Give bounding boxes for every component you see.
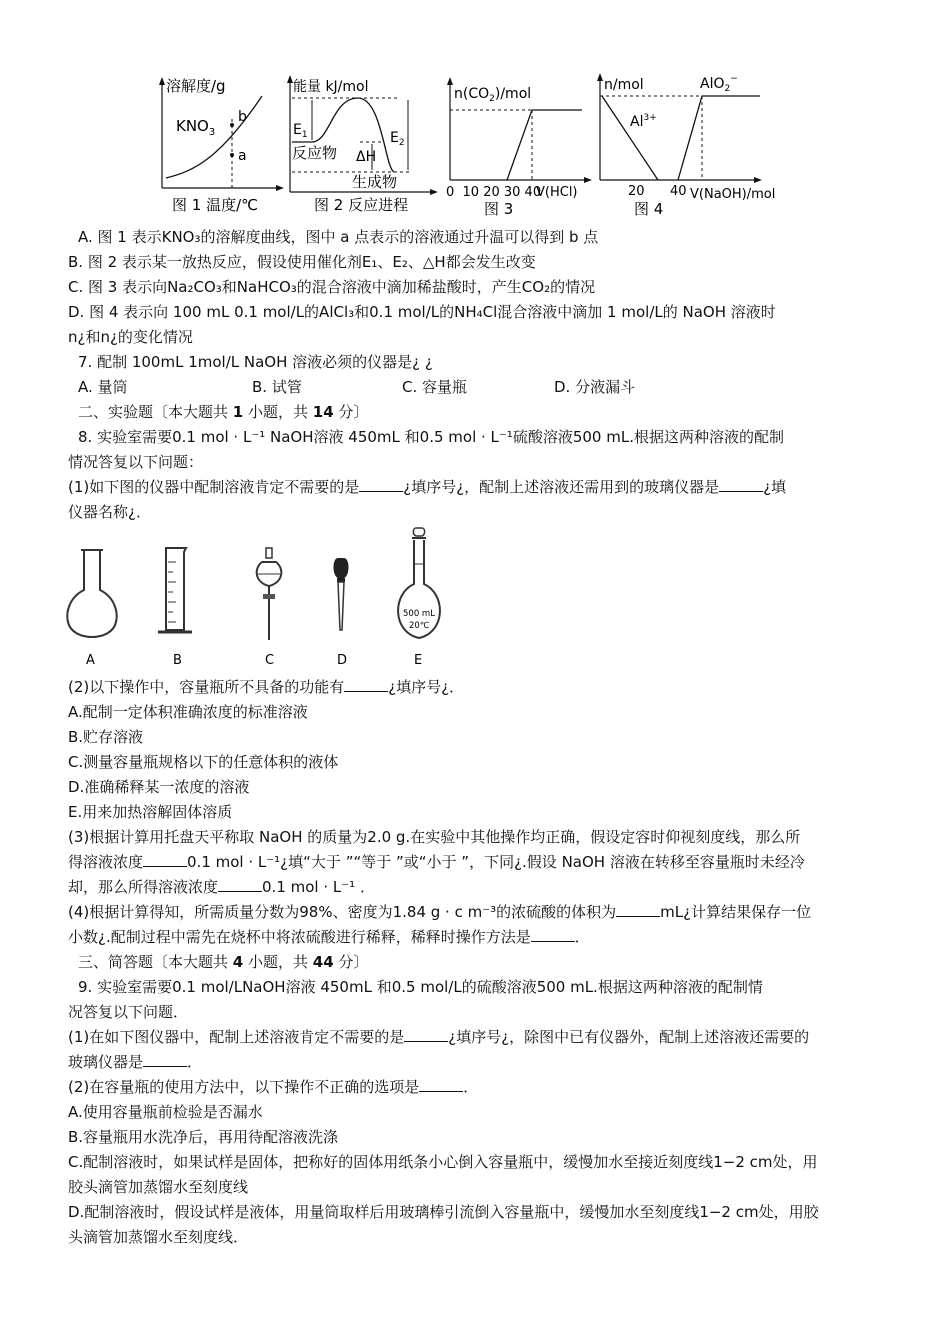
figure-4 [597, 73, 775, 218]
q8-option-c: C.测量容量瓶规格以下的任意体积的液体 [68, 753, 339, 771]
fig4-t40: 40 [670, 184, 687, 199]
q8-part3-cont: 得溶液浓度 0.1 mol · L⁻¹¿填“大于 ”“等于 ”或“小于 ”，下同¿.假设 NaOH 溶液在转移至容量瓶时未经冷 [68, 853, 805, 871]
fig2-dh: ΔH [356, 149, 377, 165]
flask-temp: 20℃ [409, 621, 430, 631]
volumetric-flask-icon [398, 528, 440, 638]
q7-stem: 7. 配制 100mL 1mol/L NaOH 溶液必须的仪器是¿ ¿ [78, 353, 433, 371]
flask-label: 500 mL [403, 609, 435, 619]
fig1-ylabel: 溶解度/g [166, 77, 226, 95]
q8-part4-cont: 小数¿.配制过程中需先在烧杯中将浓硫酸进行稀释，稀释时操作方法是 ． [68, 928, 590, 946]
q8-option-a: A.配制一定体积准确浓度的标准溶液 [68, 703, 308, 721]
q7-option-c: C. 容量瓶 [402, 378, 468, 396]
fig3-ylabel: n(CO [454, 86, 490, 102]
q9-option-c-cont: 胶头滴管加蒸馏水至刻度线 [68, 1178, 249, 1196]
fig4-ylabel: n/mol [604, 77, 644, 93]
q6-option-b: B. 图 2 表示某一放热反应，假设使用催化剂E₁、E₂、△H都会发生改变 [68, 253, 536, 271]
fig4-t20: 20 [628, 184, 645, 199]
q8-option-e: E.用来加热溶解固体溶质 [68, 803, 233, 821]
fig1-pa: a [238, 148, 247, 164]
chart-figures [150, 68, 800, 220]
graduated-cylinder-icon [158, 548, 192, 632]
fig4-al: Al [630, 114, 644, 130]
q8-stem: 8. 实验室需要0.1 mol · L⁻¹ NaOH溶液 450mL 和0.5 mol · L⁻¹硫酸溶液500 mL.根据这两种溶液的配制 [78, 428, 784, 446]
fig3-xlabel: V(HCl) [536, 185, 578, 200]
q8-part4: (4)根据计算得知，所需质量分数为98%、密度为1.84 g · c m⁻³的浓硫酸的体积为 mL¿计算结果保存一位 [68, 903, 812, 921]
fig3-ticks: 0 10 20 30 40 [446, 185, 542, 200]
q9-stem-cont: 况答复以下问题． [68, 1003, 189, 1021]
dropper-icon [334, 558, 349, 630]
separatory-funnel-icon [257, 548, 282, 640]
svg-text:n(CO2)/mol: $n(CO_2)$/mol [454, 86, 532, 104]
fig2-caption: 图 2 反应进程 [314, 196, 409, 214]
svg-text:Al3+: $Al^{3+}$ [630, 113, 657, 130]
label-e: E [414, 653, 423, 668]
q9-stem: 9. 实验室需要0.1 mol/LNaOH溶液 450mL 和0.5 mol/L的硫酸溶液500 mL.根据这两种溶液的配制情 [78, 978, 763, 996]
q7-option-d: D. 分液漏斗 [554, 378, 636, 396]
figure-1 [159, 77, 284, 214]
fig4-xlabel: V(NaOH)/mol [690, 187, 776, 202]
fig2-prod: 生成物 [352, 173, 398, 191]
q9-part1: (1)在如下图仪器中，配制上述溶液肯定不需要的是 ¿填序号¿，除图中已有仪器外，配制上述溶液还需要的 [68, 1028, 810, 1046]
q8-part1-cont: 仪器名称¿． [68, 503, 151, 521]
q8-part2: (2)以下操作中，容量瓶所不具备的功能有 ¿填序号¿． [68, 678, 465, 696]
label-a: A [86, 653, 95, 668]
figure-2 [287, 75, 438, 214]
fig4-caption: 图 4 [634, 200, 664, 218]
fig1-caption: 图 1 温度/℃ [172, 196, 258, 214]
q7-option-a: A. 量筒 [78, 378, 128, 396]
svg-text:AlO2−: AlO$_2$− [700, 74, 738, 94]
q8-option-d: D.准确稀释某一浓度的溶液 [68, 778, 250, 796]
svg-text:E2: $E_2$ [390, 130, 405, 148]
q6-option-d: D. 图 4 表示向 100 mL 0.1 mol/L的AlCl₃和0.1 mol/L的NH₄Cl混合溶液中滴加 1 mol/L的 NaOH 溶液时 [68, 303, 776, 321]
fig4-top: AlO [700, 76, 725, 92]
q9-option-d: D.配制溶液时，假设试样是液体，用量筒取样后用玻璃棒引流倒入容量瓶中，缓慢加水至刻度线1−2 cm处，用胶 [68, 1203, 819, 1221]
q9-part1-cont: 玻璃仪器是 ． [68, 1053, 203, 1071]
q6-option-d-cont: n¿和n¿的变化情况 [68, 328, 193, 346]
svg-text:KNO3 [176, 117, 215, 138]
q8-part1: (1)如下图的仪器中配制溶液肯定不需要的是 ¿填序号¿，配制上述溶液还需用到的玻璃仪器是 ¿填 [68, 478, 787, 496]
q9-option-b: B.容量瓶用水洗净后，再用待配溶液洗涤 [68, 1128, 339, 1146]
section-2-heading: 二、实验题〔本大题共 1 小题，共 14 分〕 [78, 403, 369, 421]
label-d: D [337, 653, 348, 668]
apparatus-figure [62, 522, 482, 672]
fig2-e1: E [293, 122, 302, 138]
fig1-curve: KNO [176, 117, 209, 135]
label-b: B [173, 653, 182, 668]
fig2-e2: E [390, 130, 399, 146]
q8-stem-cont: 情况答复以下问题： [68, 453, 204, 471]
section-3-heading: 三、简答题〔本大题共 4 小题，共 44 分〕 [78, 953, 369, 971]
svg-text:E1: $E_1$ [293, 122, 308, 140]
q8-part3-cont2: 却，那么所得溶液浓度 0.1 mol · L⁻¹ ． [68, 878, 375, 896]
q9-option-a: A.使用容量瓶前检验是否漏水 [68, 1103, 263, 1121]
q9-option-d-cont: 头滴管加蒸馏水至刻度线． [68, 1228, 249, 1246]
round-flask-icon [67, 550, 116, 637]
q9-option-c: C.配制溶液时，如果试样是固体，把称好的固体用纸条小心倒入容量瓶中，缓慢加水至接近刻度线1−2 cm处，用 [68, 1153, 818, 1171]
q8-part3: (3)根据计算用托盘天平称取 NaOH 的质量为2.0 g.在实验中其他操作均正确，假设定容时仰视刻度线，那么所 [68, 828, 801, 846]
label-c: C [265, 653, 275, 668]
q9-part2: (2)在容量瓶的使用方法中，以下操作不正确的选项是 ． [68, 1078, 479, 1096]
q6-option-a: A. 图 1 表示KNO₃的溶解度曲线，图中 a 点表示的溶液通过升温可以得到 b 点 [78, 228, 599, 246]
fig1-pb: b [238, 109, 247, 125]
fig3-caption: 图 3 [484, 200, 514, 218]
q8-option-b: B.贮存溶液 [68, 728, 144, 746]
figure-3 [446, 77, 592, 218]
q7-option-b: B. 试管 [252, 378, 302, 396]
fig2-ylabel: 能量 kJ/mol [293, 79, 369, 95]
fig2-react: 反应物 [292, 144, 338, 162]
fig1-sub: 3 [208, 127, 216, 138]
q6-option-c: C. 图 3 表示向Na₂CO₃和NaHCO₃的混合溶液中滴加稀盐酸时，产生CO₂的情况 [68, 278, 596, 296]
